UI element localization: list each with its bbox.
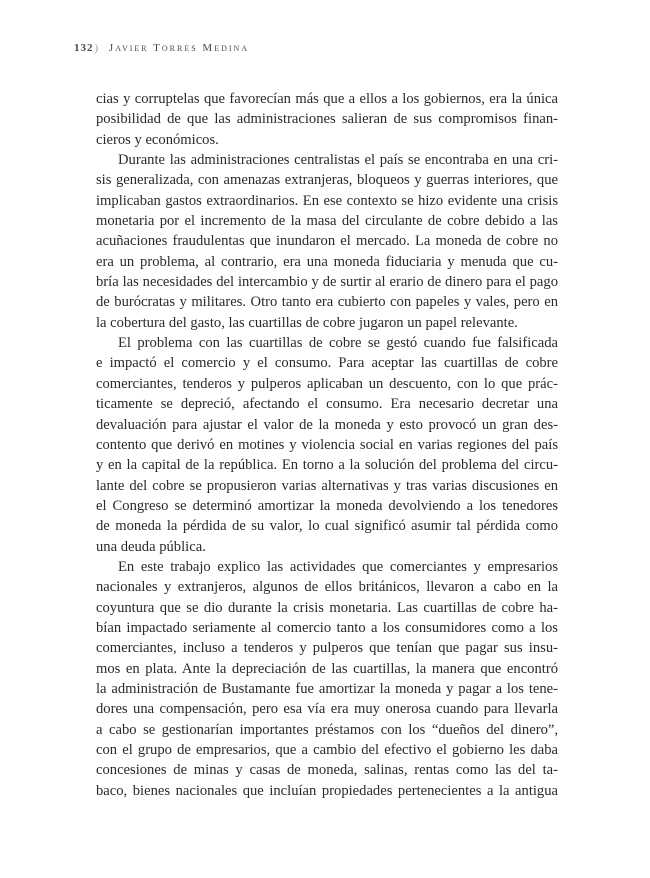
text-line: cieros y económicos. bbox=[96, 131, 219, 148]
text-line: lante del cobre se propusieron varias alternativas y tras varias discusiones en bbox=[96, 477, 558, 494]
text-line: concesiones de minas y casas de moneda, salinas, rentas como las del ta- bbox=[96, 762, 558, 779]
text-line: la cobertura del gasto, las cuartillas de cobre jugaron un papel relevante. bbox=[96, 314, 518, 331]
running-head bbox=[74, 42, 249, 54]
text-line: coyuntura que se dio durante la crisis monetaria. Las cuartillas de cobre ha- bbox=[96, 599, 558, 616]
text-line: implicaban gastos extraordinarios. En ese contexto se hizo evidente una crisis bbox=[96, 192, 558, 209]
text-line: bían impactado seriamente al comercio tanto a los consumidores como a los bbox=[96, 619, 558, 636]
text-line: cias y corruptelas que favorecían más que a ellos a los gobiernos, era la única bbox=[96, 91, 558, 107]
text-line: era un problema, al contrario, era una moneda fiduciaria y menuda que cu- bbox=[96, 253, 558, 270]
text-line: posibilidad de que las administraciones salieran de sus compromisos finan- bbox=[96, 111, 558, 128]
author-name: Javier Torres Medina bbox=[108, 42, 250, 54]
text-line: con el grupo de empresarios, que a cambio del efectivo el gobierno les daba bbox=[96, 742, 558, 758]
text-line: nacionales y extranjeros, algunos de ellos británicos, llevaron a cabo en la bbox=[96, 579, 558, 596]
body-text bbox=[96, 89, 558, 801]
text-line: a cabo se gestionarían importantes préstamos con los “dueños del dinero”, bbox=[96, 721, 558, 738]
text-line: de burócratas y militares. Otro tanto era cubierto con papeles y vales, pero en bbox=[96, 294, 558, 311]
text-line: monetaria por el incremento de la masa del circulante de cobre debido a las bbox=[96, 213, 558, 230]
page-number: 132 bbox=[74, 42, 94, 54]
text-line: comerciantes, incluso a tenderos y pulperos que tenían que pagar sus insu- bbox=[96, 640, 558, 657]
text-line: contento que derivó en motines y violencia social en varias regiones del país bbox=[96, 436, 558, 453]
text-line: ticamente se depreció, afectando el consumo. Era necesario decretar una bbox=[96, 396, 558, 413]
text-line: mos en plata. Ante la depreciación de las cuartillas, la manera que encontró bbox=[96, 660, 558, 677]
text-line: sis generalizada, con amenazas extranjeras, bloqueos y guerras interiores, que bbox=[96, 172, 558, 189]
running-head-separator: ) bbox=[94, 42, 101, 54]
text-line: baco, bienes nacionales que incluían propiedades pertenecientes a la antigua bbox=[96, 782, 558, 799]
text-line: devaluación para ajustar el valor de la moneda y esto provocó un gran des- bbox=[96, 416, 558, 433]
text-line: bría las necesidades del intercambio y de surtir al erario de dinero para el pago bbox=[96, 274, 558, 291]
text-line: y en la capital de la república. En torno a la solución del problema del circu- bbox=[96, 457, 558, 474]
text-line: acuñaciones fraudulentas que inundaron el mercado. La moneda de cobre no bbox=[96, 233, 558, 250]
text-line: El problema con las cuartillas de cobre se gestó cuando fue falsificada bbox=[118, 335, 558, 352]
text-line: Durante las administraciones centralistas el país se encontraba en una cri- bbox=[118, 152, 558, 169]
text-line: dores una compensación, pero esa vía era muy onerosa cuando para llevarla bbox=[96, 701, 558, 718]
text-line: En este trabajo explico las actividades que comerciantes y empresarios bbox=[118, 558, 558, 575]
text-line: una deuda pública. bbox=[96, 538, 206, 555]
text-line: e impactó el comercio y el consumo. Para aceptar las cuartillas de cobre bbox=[96, 355, 558, 372]
text-line: el Congreso se determinó amortizar la moneda devolviendo a los tenedores bbox=[96, 497, 558, 514]
text-line: la administración de Bustamante fue amortizar la moneda y pagar a los tene- bbox=[96, 680, 558, 697]
text-line: de moneda la pérdida de su valor, lo cual significó asumir tal pérdida como bbox=[96, 518, 558, 535]
text-line: comerciantes, tenderos y pulperos aplicaban un descuento, con lo que prác- bbox=[96, 375, 558, 392]
